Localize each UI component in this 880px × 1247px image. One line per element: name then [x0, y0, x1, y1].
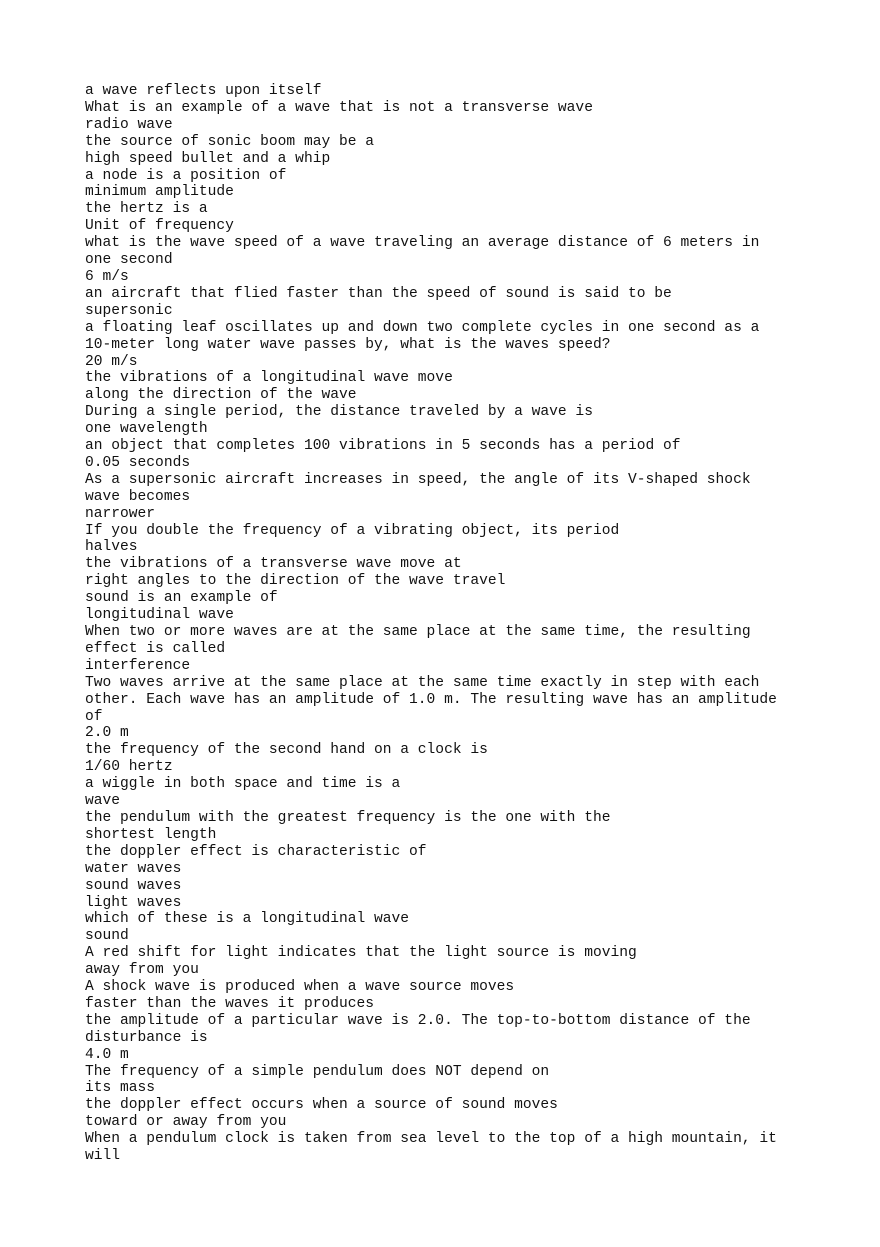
text-line: 6 m/s	[85, 268, 129, 285]
text-line: 10-meter long water wave passes by, what is the waves speed?	[85, 336, 611, 353]
text-line: A red shift for light indicates that the light source is moving	[85, 945, 637, 962]
text-line: the doppler effect is characteristic of	[85, 843, 427, 860]
text-line: Two waves arrive at the same place at the same time exactly in step with each	[85, 674, 760, 691]
text-line: Unit of frequency	[85, 218, 234, 235]
text-line: interference	[85, 657, 191, 674]
text-line: the hertz is a	[85, 201, 208, 218]
text-line: a node is a position of	[85, 167, 287, 184]
text-line: The frequency of a simple pendulum does NOT depend on	[85, 1063, 550, 1080]
text-line: supersonic	[85, 302, 173, 319]
text-line: sound	[85, 928, 129, 945]
text-line: will	[85, 1148, 121, 1165]
text-line: longitudinal wave	[85, 607, 234, 624]
text-line: effect is called	[85, 640, 226, 657]
text-line: the pendulum with the greatest frequency is the one with the	[85, 809, 611, 826]
text-line: the vibrations of a longitudinal wave move	[85, 370, 453, 387]
text-line: right angles to the direction of the wave travel	[85, 573, 506, 590]
text-line: high speed bullet and a whip	[85, 150, 331, 167]
text-line: other. Each wave has an amplitude of 1.0 m. The resulting wave has an amplitude	[85, 691, 777, 708]
text-line: one wavelength	[85, 421, 208, 438]
text-line: an aircraft that flied faster than the speed of sound is said to be	[85, 285, 672, 302]
text-line: radio wave	[85, 116, 173, 133]
text-line: What is an example of a wave that is not a transverse wave	[85, 99, 593, 116]
text-line: 1/60 hertz	[85, 759, 173, 776]
text-line: its mass	[85, 1080, 156, 1097]
text-line: toward or away from you	[85, 1114, 287, 1131]
text-line: the source of sonic boom may be a	[85, 133, 375, 150]
text-line: 4.0 m	[85, 1046, 129, 1063]
text-line: a floating leaf oscillates up and down two complete cycles in one second as a	[85, 319, 760, 336]
text-line: shortest length	[85, 826, 217, 843]
text-line: When a pendulum clock is taken from sea level to the top of a high mountain, it	[85, 1131, 777, 1148]
text-line: light waves	[85, 894, 182, 911]
text-line: As a supersonic aircraft increases in speed, the angle of its V-shaped shock	[85, 471, 751, 488]
text-line: the doppler effect occurs when a source of sound moves	[85, 1097, 558, 1114]
text-line: a wave reflects upon itself	[85, 83, 322, 99]
text-line: the vibrations of a transverse wave move at	[85, 556, 462, 573]
document-text	[85, 83, 805, 1165]
text-line: 0.05 seconds	[85, 454, 191, 471]
text-line: water waves	[85, 860, 182, 877]
text-line: the frequency of the second hand on a clock is	[85, 742, 488, 759]
text-line: sound is an example of	[85, 590, 278, 607]
text-line: If you double the frequency of a vibrating object, its period	[85, 522, 620, 539]
text-line: When two or more waves are at the same place at the same time, the resulting	[85, 624, 751, 640]
text-line: narrower	[85, 505, 156, 522]
text-line: wave becomes	[85, 488, 191, 505]
text-line: halves	[85, 539, 138, 556]
text-line: 2.0 m	[85, 725, 129, 742]
text-line: of	[85, 708, 103, 725]
text-line: an object that completes 100 vibrations in 5 seconds has a period of	[85, 438, 681, 455]
text-line: a wiggle in both space and time is a	[85, 776, 401, 793]
text-line: minimum amplitude	[85, 184, 234, 201]
text-line: A shock wave is produced when a wave source moves	[85, 979, 515, 996]
text-line: away from you	[85, 962, 199, 979]
text-line: which of these is a longitudinal wave	[85, 911, 410, 928]
text-line: faster than the waves it produces	[85, 995, 375, 1012]
text-line: sound waves	[85, 877, 182, 894]
text-line: 20 m/s	[85, 353, 138, 370]
text-line: one second	[85, 252, 173, 269]
text-line: During a single period, the distance traveled by a wave is	[85, 404, 593, 421]
text-line: the amplitude of a particular wave is 2.0. The top-to-bottom distance of the	[85, 1012, 751, 1029]
text-line: what is the wave speed of a wave traveling an average distance of 6 meters in	[85, 235, 760, 252]
text-line: disturbance is	[85, 1029, 208, 1046]
text-line: wave	[85, 793, 121, 810]
text-line: along the direction of the wave	[85, 387, 357, 404]
